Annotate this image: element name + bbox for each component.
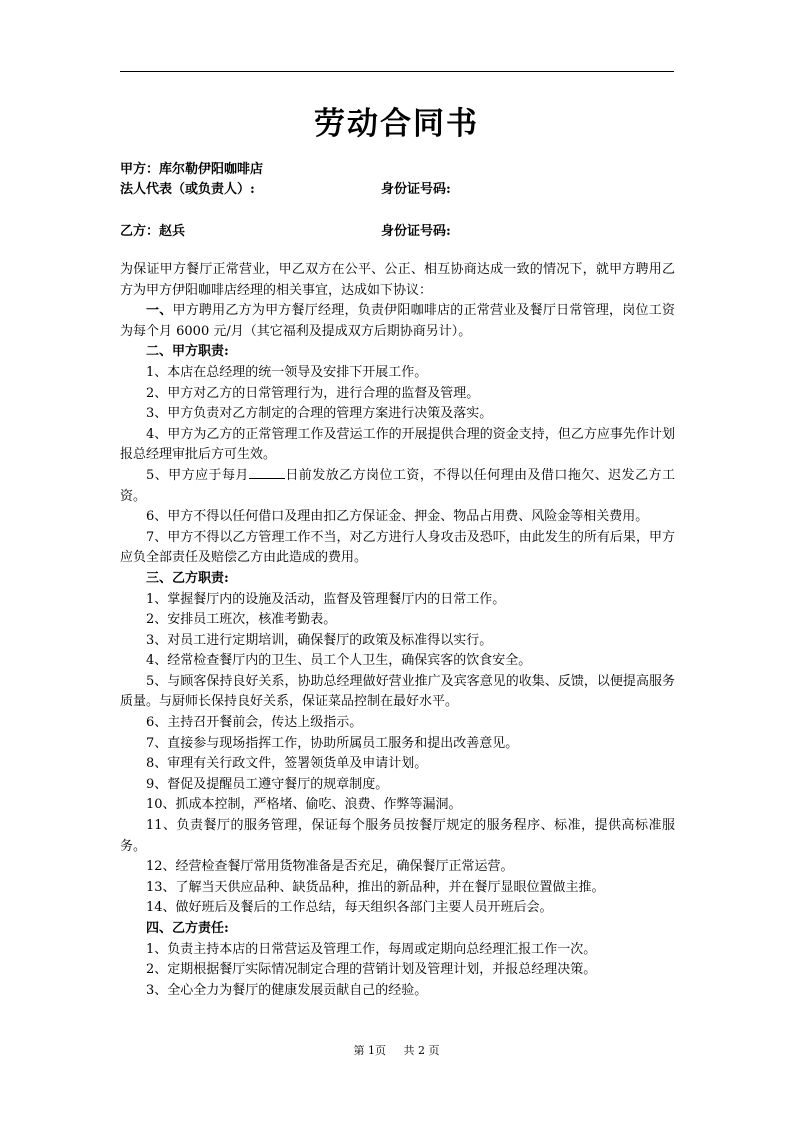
section-3-item: 11、负责餐厅的服务管理，保证每个服务员按餐厅规定的服务程序、标准，提供高标准服务。 bbox=[120, 818, 675, 854]
section-2-item-5 bbox=[120, 466, 675, 507]
section-4-item: 3、全心全力为餐厅的健康发展贡献自己的经验。 bbox=[146, 982, 428, 998]
pay-day-before: 5、甲方应于每月 bbox=[146, 467, 249, 483]
section-3-item: 4、经常检查餐厅内的卫生、员工个人卫生，确保宾客的饮食安全。 bbox=[146, 653, 532, 669]
section-2-item: 2、甲方对乙方的日常管理行为，进行合理的监督及管理。 bbox=[146, 385, 480, 401]
section-2-item: 1、本店在总经理的统一领导及安排下开展工作。 bbox=[146, 364, 428, 380]
id-number-label-a: 身份证号码: bbox=[381, 182, 451, 197]
clause-1 bbox=[120, 301, 675, 342]
section-3-item: 1、掌握餐厅内的设施及活动，监督及管理餐厅内的日常工作。 bbox=[146, 591, 506, 607]
party-a: 甲方：库尔勒伊阳咖啡店 bbox=[120, 162, 264, 177]
section-3-heading: 三、乙方职责: bbox=[146, 570, 229, 586]
section-2-item: 3、甲方负责对乙方制定的合理的管理方案进行决策及落实。 bbox=[146, 406, 493, 422]
section-3-item: 5、与顾客保持良好关系，协助总经理做好营业推广及宾客意见的收集、反馈，以便提高服务质量。与厨师长保持良好关系，保证菜品控制在最好水平。 bbox=[120, 673, 675, 710]
id-number-label-b: 身份证号码: bbox=[381, 224, 451, 239]
legal-representative: 法人代表（或负责人）: bbox=[120, 182, 255, 197]
section-3-item: 13、了解当天供应品种、缺货品种，推出的新品种，并在餐厅显眼位置做主推。 bbox=[146, 879, 605, 895]
section-4-heading: 四、乙方责任: bbox=[146, 921, 229, 936]
section-3-item: 2、安排员工班次，核准考勤表。 bbox=[146, 612, 337, 628]
section-2-item: 7、甲方不得以乙方管理工作不当，对乙方进行人身攻击及恐吓，由此发生的所有后果，甲方应负全部责任及赔偿乙方由此造成的费用。 bbox=[120, 529, 675, 566]
top-rule bbox=[120, 71, 674, 72]
pay-day-blank bbox=[249, 466, 285, 479]
section-4-item: 2、定期根据餐厅实际情况制定合理的营销计划及管理计划，并报总经理决策。 bbox=[146, 962, 597, 978]
contract-body bbox=[120, 260, 675, 1001]
section-4-item: 1、负责主持本店的日常营运及管理工作，每周或定期向总经理汇报工作一次。 bbox=[146, 941, 597, 957]
section-3-item: 6、主持召开餐前会，传达上级指示。 bbox=[146, 715, 363, 731]
section-3-item: 12、经营检查餐厅常用货物准备是否充足，确保餐厅正常运营。 bbox=[146, 859, 514, 875]
page-number: 第 1页 共 2 页 bbox=[353, 1044, 440, 1057]
intro-paragraph: 为保证甲方餐厅正常营业，甲乙双方在公平、公正、相互协商达成一致的情况下，就甲方聘用乙方为甲方伊阳咖啡店经理的相关事宜，达成如下协议： bbox=[120, 262, 675, 298]
section-3-item: 10、抓成本控制，严格堵、偷吃、浪费、作弊等漏洞。 bbox=[146, 797, 462, 813]
party-b: 乙方：赵兵 bbox=[120, 224, 186, 239]
clause-1-number: 一、 bbox=[146, 303, 173, 319]
section-3-item: 7、直接参与现场指挥工作，协助所属员工服务和提出改善意见。 bbox=[146, 735, 519, 751]
section-3-item: 9、督促及提醒员工遵守餐厅的规章制度。 bbox=[146, 776, 389, 792]
section-3-item: 14、做好班后及餐后的工作总结，每天组织各部门主要人员开班后会。 bbox=[146, 900, 553, 916]
section-3-item: 8、审理有关行政文件，签署领货单及申请计划。 bbox=[146, 756, 428, 772]
section-2-item: 6、甲方不得以任何借口及理由扣乙方保证金、押金、物品占用费、风险金等相关费用。 bbox=[146, 509, 649, 525]
section-2-heading: 二、甲方职责: bbox=[146, 344, 229, 360]
pay-day-after: 日前发放乙方岗位工资，不得以任何理由及借口拖欠、迟发乙方工资。 bbox=[120, 467, 675, 504]
clause-1-text: 甲方聘用乙方为甲方餐厅经理，负责伊阳咖啡店的正常营业及餐厅日常管理，岗位工资为每个月 6000 元/月（其它福利及提成双方后期协商另计）。 bbox=[120, 303, 675, 339]
document-title: 劳动合同书 bbox=[314, 106, 479, 142]
section-3-item: 3、对员工进行定期培训，确保餐厅的政策及标准得以实行。 bbox=[146, 632, 493, 648]
section-2-item: 4、甲方为乙方的正常管理工作及营运工作的开展提供合理的资金支持，但乙方应事先作计划报总经理审批后方可生效。 bbox=[120, 426, 675, 463]
